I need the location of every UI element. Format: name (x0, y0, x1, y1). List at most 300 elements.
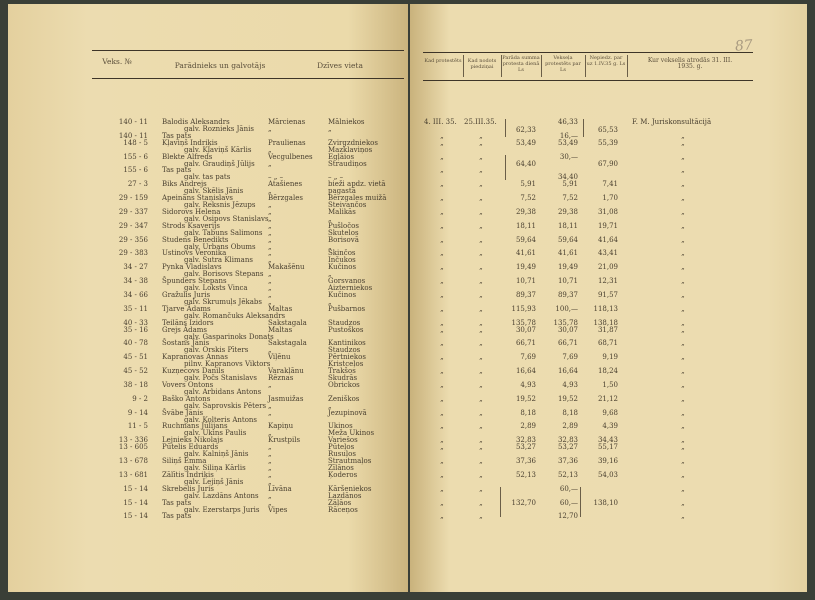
debt-sum: 8,18 (520, 408, 536, 417)
bill-number: 9 - 14 (127, 408, 148, 417)
handed-date: „ (479, 353, 483, 362)
parish: „ (268, 277, 272, 286)
bill-location: „ (681, 353, 685, 362)
guarantor-name: galv. Saprovskis Pēters (184, 401, 267, 410)
parish: Varakļānu (268, 367, 304, 376)
parish: „ (268, 187, 272, 196)
bill-amount: 53,49 (557, 138, 578, 147)
protested-date: „ (440, 304, 444, 313)
parish: Līvāna (268, 484, 292, 493)
guarantor-name: galv. Gasparinoks Donats (184, 332, 274, 341)
header-location: Kur vekselis atrodās 31. III. 1935. g. (647, 57, 733, 70)
parish: Mārcienas (268, 118, 306, 126)
unpaid-amount: 34,43 (597, 436, 618, 445)
unpaid-amount: 21,09 (597, 263, 618, 272)
bill-location: „ (681, 152, 685, 161)
bill-location: „ (681, 277, 685, 286)
parish: „ (268, 249, 272, 258)
bill-amount: 37,36 (557, 457, 578, 466)
debt-sum: 30,07 (515, 325, 536, 334)
unpaid-amount: 65,53 (597, 125, 618, 134)
bill-amount: 8,18 (562, 408, 578, 417)
bill-location: „ (681, 380, 685, 389)
header-sum: Parāda summa protesta dienā Ls (502, 55, 540, 73)
header-unpaid: Nepiedz. par uz 1.IV.35 g. Ls (586, 55, 626, 67)
village: Mālniekos (328, 118, 365, 126)
debtor-name: Pūtelis Eduards (162, 443, 219, 452)
parish: Viļēnu (268, 353, 291, 362)
handed-date: „ (479, 131, 483, 140)
handed-date: „ (479, 470, 483, 479)
guarantor-name: galv. Kolteris Antons (184, 415, 258, 424)
bill-amount: 46,33 (557, 118, 578, 126)
guarantor-name: galv. Kalniņš Jānis (184, 450, 249, 459)
village: Ķoderos (328, 470, 358, 479)
handed-date: „ (479, 249, 483, 258)
parish: „ (268, 443, 272, 452)
bill-location: „ (681, 484, 685, 493)
village: Strautmaļos (328, 457, 372, 466)
debtor-name: Teilāns Izidors (162, 318, 214, 327)
village: Pērtniekos (328, 353, 366, 362)
unpaid-amount: 41,64 (597, 235, 618, 244)
unpaid-amount: 68,71 (597, 339, 618, 348)
bill-location: „ (681, 318, 685, 327)
protested-date: „ (440, 380, 444, 389)
village: „ (328, 401, 332, 410)
bill-location: „ (681, 394, 685, 403)
handed-date: „ (479, 304, 483, 313)
debtor-name: Tas pats (162, 512, 192, 521)
debtor-name: Gražulis Juris (162, 291, 211, 299)
protested-date: „ (440, 408, 444, 417)
village: „ (328, 124, 332, 133)
parish: „ (268, 408, 272, 417)
handed-date: „ (479, 380, 483, 389)
parish: Makašēnu (268, 263, 305, 272)
handed-date: „ (479, 194, 483, 203)
unpaid-amount: 138,10 (593, 498, 618, 507)
debt-sum: 19,52 (515, 394, 536, 403)
debtor-name: Ustinovs Veronika (162, 249, 227, 258)
unpaid-amount: 67,90 (597, 159, 618, 168)
table-top-rule (92, 50, 404, 51)
guarantor-name: galv. Loksts Vinca (184, 284, 248, 293)
handed-date: „ (479, 443, 483, 452)
parish: – „ – (268, 173, 284, 182)
guarantor-name: galv. Lejiņš Jānis (184, 477, 244, 486)
debtor-name: Ruchmans Jūlijans (162, 422, 228, 431)
debtor-name: Kapranovas Annas (162, 353, 228, 362)
handed-date: „ (479, 512, 483, 521)
bill-location: „ (681, 408, 685, 417)
protested-date: „ (440, 484, 444, 493)
handed-date: „ (479, 277, 483, 286)
parish: Sakstagala (268, 318, 307, 327)
village: Staudzos (328, 346, 361, 355)
debtor-name: Vovers Ontons (162, 380, 214, 389)
handed-date: „ (479, 436, 483, 445)
protested-date: „ (440, 436, 444, 445)
village: Inčukos (328, 256, 356, 265)
debt-sum: 7,69 (520, 353, 536, 362)
handed-date: „ (479, 457, 483, 466)
protested-date: 4. III. 35. (424, 118, 457, 126)
village: Kāršeniekos (328, 484, 372, 493)
bill-location: „ (681, 249, 685, 258)
guarantor-name: galv. tas pats (184, 173, 231, 182)
protested-date: „ (440, 277, 444, 286)
debtor-name: Špunders Stepans (162, 277, 227, 286)
bill-amount: 60,— (559, 484, 578, 493)
header-divider (627, 55, 628, 77)
parish: „ (268, 221, 272, 230)
village: Rāceņos (328, 505, 358, 514)
header-bill: Vekseļa protestēts par Ls (545, 55, 581, 73)
bill-location: „ (681, 263, 685, 272)
bill-number: 35 - 11 (123, 304, 148, 313)
parish: „ (268, 477, 272, 486)
bill-location: „ (681, 422, 685, 431)
debt-sum: 5,91 (520, 180, 536, 189)
protested-date: „ (440, 353, 444, 362)
village: Gorsvanos (328, 277, 366, 286)
bill-number: 13 - 678 (118, 457, 148, 466)
village: Rusuļos (328, 450, 356, 459)
parish: Praulienas (268, 138, 306, 147)
bill-amount: 7,52 (562, 194, 578, 203)
bill-number: 140 - 11 (118, 131, 148, 140)
debtor-name: Šostans Jānis (162, 339, 210, 348)
protested-date: „ (440, 470, 444, 479)
debtor-name: Blekte Alfreds (162, 152, 213, 161)
handed-date: „ (479, 318, 483, 327)
handed-date: „ (479, 422, 483, 431)
village: „ (328, 214, 332, 223)
bill-number: 35 - 16 (123, 325, 148, 334)
village: Mazklaviņos (328, 145, 373, 154)
unpaid-amount: 21,12 (597, 394, 618, 403)
parish: „ (268, 270, 272, 279)
bill-location: „ (681, 470, 685, 479)
bill-location: „ (681, 180, 685, 189)
parish: Krustpils (268, 436, 301, 445)
bill-location: „ (681, 291, 685, 299)
debtor-name: Skrebelis Juris (162, 484, 214, 493)
debtor-name: Švābe Jānis (162, 408, 204, 417)
bill-location: „ (681, 457, 685, 466)
debtor-name: Tas pats (162, 131, 192, 140)
parish: „ (268, 228, 272, 237)
protested-date: „ (440, 131, 444, 140)
bill-location: „ (681, 443, 685, 452)
debt-sum: 18,11 (515, 221, 536, 230)
bill-amount: 30,— (559, 152, 578, 161)
unpaid-amount: 55,39 (597, 138, 618, 147)
guarantor-name: galv. Borisovs Stepans (184, 270, 264, 279)
unpaid-amount: 118,13 (593, 304, 618, 313)
debtor-name: Balodis Aleksandrs (162, 118, 230, 126)
bill-location: „ (681, 166, 685, 175)
parish: „ (268, 457, 272, 466)
bill-number: 15 - 14 (123, 512, 148, 521)
guarantor-name: galv. Skēlis Jānis (184, 187, 244, 196)
header-bottom-rule (92, 78, 404, 79)
parish: „ (268, 470, 272, 479)
unpaid-amount: 91,57 (597, 291, 618, 299)
bill-amount: 60,— (559, 498, 578, 507)
bill-number: 29 - 383 (118, 249, 148, 258)
protested-date: „ (440, 367, 444, 376)
guarantor-name: galv. Počs Stanislavs (184, 374, 257, 383)
debtor-name: Pynka Vladislavs (162, 263, 222, 272)
bill-number: 40 - 78 (123, 339, 148, 348)
guarantor-name: galv. Siliņa Kārlis (184, 464, 246, 472)
protested-date: „ (440, 166, 444, 175)
parish: „ (268, 401, 272, 410)
village: Pūteļos (328, 443, 355, 452)
bill-amount: 135,78 (553, 318, 578, 327)
debtor-name: Apeināns Staņislavs (162, 194, 234, 203)
debt-sum: 2,89 (520, 422, 536, 431)
protested-date: „ (440, 339, 444, 348)
unpaid-amount: 55,17 (597, 443, 618, 452)
unpaid-amount: 12,31 (597, 277, 618, 286)
protested-date: „ (440, 443, 444, 452)
protested-date: „ (440, 512, 444, 521)
parish: Bērzgales (268, 194, 303, 203)
bill-amount: 4,93 (562, 380, 578, 389)
parish: „ (268, 291, 272, 299)
handed-date: „ (479, 221, 483, 230)
parish: Atašienes (268, 180, 303, 189)
protested-date: „ (440, 152, 444, 161)
debt-sum: 66,71 (515, 339, 536, 348)
guarantor-name: galv. Ezerstarps Juris (184, 505, 260, 514)
bill-amount: 19,52 (557, 394, 578, 403)
guarantor-name: pilnv. Kapranovs Viktors (184, 360, 271, 369)
bill-amount: 16,— (559, 131, 578, 140)
bill-location: F. M. Juriskonsultācijā (632, 118, 712, 126)
village: Zāļāos (328, 498, 352, 507)
village: – „ – (328, 173, 344, 182)
bill-number: 45 - 52 (123, 367, 148, 376)
protested-date: „ (440, 457, 444, 466)
village: Kantinikos (328, 339, 366, 348)
debt-sum: 16,64 (515, 367, 536, 376)
protested-date: „ (440, 221, 444, 230)
bill-location: „ (681, 498, 685, 507)
unpaid-amount: 7,41 (602, 180, 618, 189)
parish: „ (268, 201, 272, 210)
bill-number: 13 - 336 (118, 436, 148, 445)
bill-number: 34 - 66 (123, 291, 148, 299)
parish: „ (268, 145, 272, 154)
debt-sum: 62,33 (515, 125, 536, 134)
protested-date: „ (440, 394, 444, 403)
village: Staudzos (328, 318, 361, 327)
bill-number: 15 - 14 (123, 484, 148, 493)
parish: Maltas (268, 325, 293, 334)
bill-amount: 100,— (555, 304, 578, 313)
guarantor-name: galv. Graudiņš Jūlijs (184, 159, 255, 168)
bill-number: 45 - 51 (123, 353, 148, 362)
bill-number: 155 - 6 (123, 166, 148, 175)
protested-date: „ (440, 263, 444, 272)
protested-date: „ (440, 138, 444, 147)
parish: „ (268, 491, 272, 500)
bill-location: „ (681, 339, 685, 348)
village: Kristceļos (328, 360, 364, 369)
village: Steivančos (328, 201, 367, 210)
handed-date: „ (479, 484, 483, 493)
guarantor-name: galv. Romančuks Aleksandrs (184, 311, 286, 320)
handed-date: 25.III.35. (464, 118, 497, 126)
parish: Rēznas (268, 374, 294, 383)
village: Varieŝos (328, 436, 358, 445)
handed-date: „ (479, 263, 483, 272)
debt-sum: 29,38 (515, 207, 536, 216)
debtor-name: Strods Ksaverijs (162, 221, 220, 230)
bill-number: 13 - 605 (118, 443, 148, 452)
bill-location: „ (681, 221, 685, 230)
header-protested: Kad protestēts (424, 58, 462, 64)
village: Zeniškos (328, 394, 360, 403)
debtor-name: Kuzņecovs Danils (162, 367, 225, 376)
unpaid-amount: 1,50 (602, 380, 618, 389)
parish: Maltas (268, 304, 293, 313)
unpaid-amount: 9,19 (602, 353, 618, 362)
village: Aizterniekos (328, 284, 373, 293)
bill-number: 15 - 14 (123, 498, 148, 507)
bill-number: 140 - 11 (118, 118, 148, 126)
guarantor-name: galv. Ukins Paulis (184, 429, 247, 438)
guarantor-name: galv. Skrumuļs Jēkabs (184, 297, 262, 306)
bill-amount: 89,37 (557, 291, 578, 299)
village: „ (328, 242, 332, 251)
bill-amount: 7,69 (562, 353, 578, 362)
village: Zīlānos (328, 464, 354, 472)
village: Zvirgzdniekos (328, 138, 378, 147)
parish: „ (268, 380, 272, 389)
bill-amount: 10,71 (557, 277, 578, 286)
handed-date: „ (479, 166, 483, 175)
handed-date: „ (479, 207, 483, 216)
bill-number: 34 - 27 (123, 263, 148, 272)
debtor-name: Kļaviņš Indriķis (162, 138, 218, 147)
debt-sum: 7,52 (520, 194, 536, 203)
bill-number: 11 - 5 (127, 422, 148, 431)
header-veks: Veks. № (102, 57, 132, 66)
debt-sum: 53,27 (515, 443, 536, 452)
debtor-name: Studens Benedikts (162, 235, 229, 244)
protested-date: „ (440, 318, 444, 327)
debtor-name: Tjarve Ādams (162, 304, 211, 313)
parish: „ (268, 450, 272, 459)
bill-number: 38 - 18 (123, 380, 148, 389)
debtor-name: Siliņš Emma (162, 457, 207, 466)
bill-amount: 66,71 (557, 339, 578, 348)
handed-date: „ (479, 152, 483, 161)
protested-date: „ (440, 291, 444, 299)
village: Lazdānos (328, 491, 362, 500)
debt-sum: 19,49 (515, 263, 536, 272)
parish: „ (268, 464, 272, 472)
protested-date: „ (440, 325, 444, 334)
debtor-name: Sidorovs Helena (162, 207, 221, 216)
handed-date: „ (479, 180, 483, 189)
bill-location: „ (681, 436, 685, 445)
unpaid-amount: 1,70 (602, 194, 618, 203)
village: Trakšos (328, 367, 356, 376)
debtor-name: Grejs Ādams (162, 325, 208, 334)
debt-sum: 135,78 (511, 318, 536, 327)
parish: Sakstagala (268, 339, 307, 348)
bill-amount: 52,13 (557, 470, 578, 479)
bill-amount: 12,70 (557, 512, 578, 521)
parish: „ (268, 284, 272, 293)
bill-amount: 29,38 (557, 207, 578, 216)
guarantor-name: galv. Arbidans Antons (184, 387, 262, 396)
header-handed: Kad nodots piedziņai (467, 58, 497, 70)
debt-sum: 132,70 (511, 498, 536, 507)
parish: „ (268, 256, 272, 265)
parish: „ (268, 235, 272, 244)
guarantor-name: galv. Osipovs Stanislavs (184, 214, 269, 223)
bill-amount: 34,40 (557, 173, 578, 182)
bill-amount: 5,91 (562, 180, 578, 189)
handed-date: „ (479, 138, 483, 147)
handed-date: „ (479, 408, 483, 417)
parish: „ (268, 214, 272, 223)
village: Jezupinovā (328, 408, 367, 417)
bill-number: 29 - 356 (118, 235, 148, 244)
village: bieži apdz. vietā (328, 180, 386, 189)
handed-date: „ (479, 498, 483, 507)
handed-date: „ (479, 291, 483, 299)
village: Kučinos (328, 291, 357, 299)
debt-sum: 37,36 (515, 457, 536, 466)
debt-sum: 115,93 (511, 304, 536, 313)
village: Pušločos (328, 221, 359, 230)
unpaid-amount: 54,03 (597, 470, 618, 479)
bill-number: 29 - 337 (118, 207, 148, 216)
unpaid-amount: 39,16 (597, 457, 618, 466)
parish: „ (268, 429, 272, 438)
village: Skutelos (328, 228, 359, 237)
debtor-name: Lejnieks Nikolajs (162, 436, 223, 445)
bill-number: 9 - 2 (132, 394, 148, 403)
village: Egļāios (328, 152, 355, 161)
village: pagastā (328, 187, 356, 196)
bill-number: 29 - 347 (118, 221, 148, 230)
header-debtor: Parādnieks un galvotājs (174, 61, 266, 70)
bill-location: „ (681, 512, 685, 521)
village: Straudiņos (328, 159, 367, 168)
debt-sum: 41,61 (515, 249, 536, 258)
guarantor-name: galv. Tabuns Salimons (184, 228, 263, 237)
bill-number: 13 - 681 (118, 470, 148, 479)
village: Obrickos (328, 380, 360, 389)
bill-number: 40 - 33 (123, 318, 148, 327)
debt-sum: 59,64 (515, 235, 536, 244)
bill-amount: 16,64 (557, 367, 578, 376)
parish: Kapiņu (268, 422, 294, 431)
guarantor-name: galv. Lazdāns Antons (184, 491, 259, 500)
debtor-name: Zālītis Indriķis (162, 470, 214, 479)
guarantor-name: galv. Sutra Klimans (184, 256, 253, 265)
parish: „ (268, 242, 272, 251)
